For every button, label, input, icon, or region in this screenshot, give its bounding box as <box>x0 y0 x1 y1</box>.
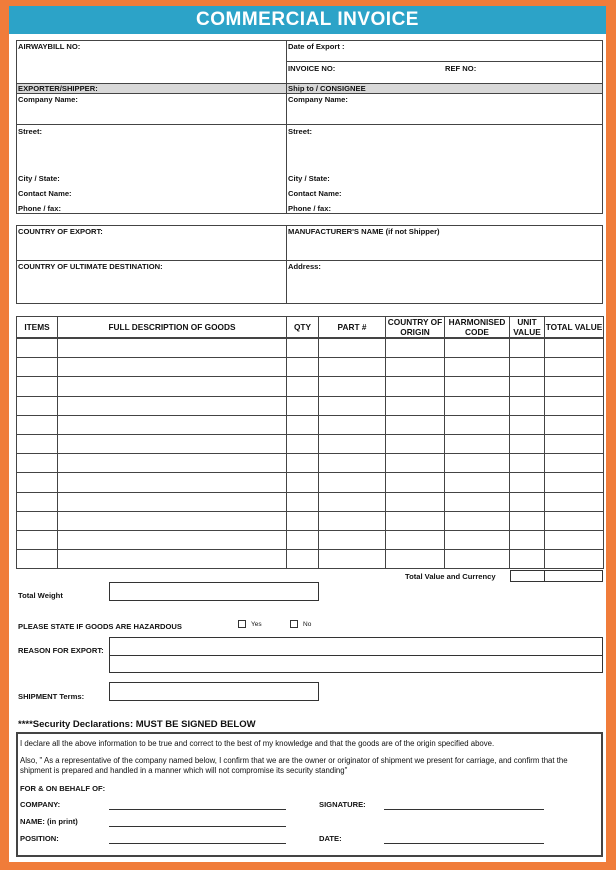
goods-cell[interactable] <box>287 550 319 569</box>
goods-cell[interactable] <box>319 454 386 473</box>
goods-cell[interactable] <box>510 530 545 549</box>
goods-cell[interactable] <box>386 358 445 377</box>
airwaybill-label: AIRWAYBILL NO: <box>18 42 81 51</box>
goods-cell[interactable] <box>287 434 319 453</box>
goods-cell[interactable] <box>545 434 604 453</box>
total-unit-cell[interactable] <box>510 570 545 582</box>
date-of-export-label: Date of Export : <box>288 42 345 51</box>
col-unit-value: UNIT VALUE <box>510 317 545 339</box>
goods-cell[interactable] <box>58 338 287 358</box>
goods-cell[interactable] <box>445 492 510 511</box>
goods-cell[interactable] <box>319 377 386 396</box>
goods-cell[interactable] <box>510 358 545 377</box>
hazard-question: PLEASE STATE IF GOODS ARE HAZARDOUS <box>18 622 182 631</box>
col-qty: QTY <box>287 317 319 339</box>
goods-cell[interactable] <box>287 396 319 415</box>
goods-cell[interactable] <box>319 550 386 569</box>
reason-export-field-1[interactable] <box>109 637 603 656</box>
goods-cell[interactable] <box>445 358 510 377</box>
ref-no-label: REF NO: <box>445 64 477 73</box>
goods-row <box>17 550 604 569</box>
col-country-origin: COUNTRY OF ORIGIN <box>386 317 445 339</box>
goods-cell[interactable] <box>319 338 386 358</box>
total-weight-field[interactable] <box>109 582 319 601</box>
goods-table <box>16 316 604 569</box>
date-line[interactable] <box>384 843 544 844</box>
goods-cell[interactable] <box>545 396 604 415</box>
goods-cell[interactable] <box>510 511 545 530</box>
goods-row <box>17 338 604 358</box>
goods-cell[interactable] <box>58 492 287 511</box>
goods-cell[interactable] <box>287 473 319 492</box>
security-declaration-heading: ****Security Declarations: MUST BE SIGNED BELOW <box>18 719 256 730</box>
goods-cell[interactable] <box>545 550 604 569</box>
exporter-contact-label: Contact Name: <box>18 189 72 198</box>
goods-cell[interactable] <box>545 358 604 377</box>
destination-label: COUNTRY OF ULTIMATE DESTINATION: <box>18 262 163 271</box>
goods-cell[interactable] <box>386 492 445 511</box>
goods-cell[interactable] <box>386 454 445 473</box>
goods-cell[interactable] <box>545 377 604 396</box>
goods-cell[interactable] <box>287 358 319 377</box>
goods-cell[interactable] <box>545 338 604 358</box>
declaration-line-2: Also, " As a representative of the company named below, I confirm that we are the owner or originator of shipment we present for carriage, and confirm that the shipment is prepared and handled in a manner which will not compromise its security standing" <box>20 756 568 775</box>
goods-cell[interactable] <box>510 473 545 492</box>
consignee-heading: Ship to / CONSIGNEE <box>288 84 366 93</box>
goods-cell[interactable] <box>17 492 58 511</box>
goods-cell[interactable] <box>17 473 58 492</box>
hazard-yes-checkbox[interactable] <box>238 620 246 628</box>
goods-cell[interactable] <box>545 454 604 473</box>
goods-row <box>17 396 604 415</box>
col-part: PART # <box>319 317 386 339</box>
goods-row <box>17 530 604 549</box>
company-label: COMPANY: <box>20 800 61 809</box>
reason-export-field-2[interactable] <box>109 655 603 673</box>
goods-cell[interactable] <box>319 396 386 415</box>
goods-cell[interactable] <box>386 377 445 396</box>
col-total-value: TOTAL VALUE <box>545 317 604 339</box>
goods-cell[interactable] <box>445 550 510 569</box>
goods-cell[interactable] <box>386 511 445 530</box>
goods-cell[interactable] <box>17 377 58 396</box>
goods-cell[interactable] <box>287 338 319 358</box>
exporter-heading: EXPORTER/SHIPPER: <box>18 84 98 93</box>
col-items: ITEMS <box>17 317 58 339</box>
goods-cell[interactable] <box>17 338 58 358</box>
goods-cell[interactable] <box>510 338 545 358</box>
goods-cell[interactable] <box>545 492 604 511</box>
goods-header-row <box>17 317 604 339</box>
consignee-contact-label: Contact Name: <box>288 189 342 198</box>
goods-cell[interactable] <box>445 396 510 415</box>
goods-cell[interactable] <box>17 530 58 549</box>
manufacturer-label: MANUFACTURER'S NAME (if not Shipper) <box>288 227 440 236</box>
shipment-terms-label: SHIPMENT Terms: <box>18 692 85 701</box>
reason-export-label: REASON FOR EXPORT: <box>18 646 104 655</box>
goods-cell[interactable] <box>17 434 58 453</box>
goods-cell[interactable] <box>386 338 445 358</box>
goods-cell[interactable] <box>58 396 287 415</box>
goods-cell[interactable] <box>445 434 510 453</box>
goods-cell[interactable] <box>58 550 287 569</box>
goods-cell[interactable] <box>17 396 58 415</box>
name-line[interactable] <box>109 826 286 827</box>
consignee-company-label: Company Name: <box>288 95 348 104</box>
goods-cell[interactable] <box>386 530 445 549</box>
goods-cell[interactable] <box>287 377 319 396</box>
consignee-city-label: City / State: <box>288 174 330 183</box>
date-label: DATE: <box>319 834 342 843</box>
goods-cell[interactable] <box>386 434 445 453</box>
goods-cell[interactable] <box>445 377 510 396</box>
signature-label: SIGNATURE: <box>319 800 366 809</box>
goods-cell[interactable] <box>58 415 287 434</box>
goods-cell[interactable] <box>510 492 545 511</box>
behalf-label: FOR & ON BEHALF OF: <box>20 784 106 793</box>
goods-row <box>17 358 604 377</box>
goods-cell[interactable] <box>510 377 545 396</box>
goods-cell[interactable] <box>386 473 445 492</box>
hazard-yes-label: Yes <box>251 621 262 628</box>
goods-cell[interactable] <box>510 415 545 434</box>
consignee-phone-label: Phone / fax: <box>288 204 332 213</box>
goods-cell[interactable] <box>319 358 386 377</box>
goods-row <box>17 415 604 434</box>
goods-cell[interactable] <box>386 550 445 569</box>
goods-cell[interactable] <box>545 473 604 492</box>
exporter-city-label: City / State: <box>18 174 60 183</box>
declaration-box <box>16 732 603 857</box>
goods-cell[interactable] <box>445 473 510 492</box>
goods-cell[interactable] <box>287 454 319 473</box>
position-line[interactable] <box>109 843 286 844</box>
page-title: COMMERCIAL INVOICE <box>9 6 606 34</box>
goods-row <box>17 434 604 453</box>
goods-cell[interactable] <box>510 396 545 415</box>
invoice-no-label: INVOICE NO: <box>288 64 336 73</box>
goods-cell[interactable] <box>58 454 287 473</box>
goods-row <box>17 511 604 530</box>
goods-cell[interactable] <box>287 492 319 511</box>
hazard-no-checkbox[interactable] <box>290 620 298 628</box>
hazard-no-label: No <box>303 621 312 628</box>
goods-cell[interactable] <box>58 434 287 453</box>
goods-cell[interactable] <box>287 415 319 434</box>
goods-cell[interactable] <box>17 550 58 569</box>
exporter-street-label: Street: <box>18 127 43 136</box>
total-value-label: Total Value and Currency <box>405 572 496 581</box>
total-value-cell[interactable] <box>544 570 603 582</box>
goods-cell[interactable] <box>445 530 510 549</box>
goods-cell[interactable] <box>386 396 445 415</box>
goods-cell[interactable] <box>319 415 386 434</box>
goods-row <box>17 473 604 492</box>
goods-cell[interactable] <box>545 415 604 434</box>
goods-row <box>17 377 604 396</box>
declaration-line-1: I declare all the above information to be true and correct to the best of my knowledge and that the goods are of the origin specified above. <box>20 739 495 748</box>
goods-cell[interactable] <box>319 473 386 492</box>
goods-cell[interactable] <box>58 530 287 549</box>
goods-cell[interactable] <box>17 454 58 473</box>
goods-cell[interactable] <box>319 530 386 549</box>
exporter-company-label: Company Name: <box>18 95 78 104</box>
goods-cell[interactable] <box>287 511 319 530</box>
exporter-phone-label: Phone / fax: <box>18 204 62 213</box>
goods-cell[interactable] <box>17 415 58 434</box>
goods-cell[interactable] <box>287 530 319 549</box>
shipment-terms-field[interactable] <box>109 682 319 701</box>
country-export-label: COUNTRY OF EXPORT: <box>18 227 103 236</box>
address-label: Address: <box>288 262 321 271</box>
invoice-page <box>9 6 606 862</box>
goods-cell[interactable] <box>510 550 545 569</box>
company-line[interactable] <box>109 809 286 810</box>
consignee-street-label: Street: <box>288 127 313 136</box>
col-harmonised-code: HARMONISED CODE <box>445 317 510 339</box>
goods-cell[interactable] <box>386 415 445 434</box>
goods-cell[interactable] <box>445 454 510 473</box>
goods-cell[interactable] <box>510 434 545 453</box>
name-print-label: NAME: (in print) <box>20 817 78 826</box>
position-label: POSITION: <box>20 834 59 843</box>
col-description: FULL DESCRIPTION OF GOODS <box>58 317 287 339</box>
goods-cell[interactable] <box>58 377 287 396</box>
goods-cell[interactable] <box>319 492 386 511</box>
goods-cell[interactable] <box>445 415 510 434</box>
goods-cell[interactable] <box>319 511 386 530</box>
goods-cell[interactable] <box>319 434 386 453</box>
goods-cell[interactable] <box>17 511 58 530</box>
goods-row <box>17 454 604 473</box>
goods-cell[interactable] <box>58 511 287 530</box>
goods-cell[interactable] <box>545 511 604 530</box>
goods-cell[interactable] <box>58 473 287 492</box>
signature-line[interactable] <box>384 809 544 810</box>
goods-cell[interactable] <box>58 358 287 377</box>
total-weight-label: Total Weight <box>18 591 63 600</box>
goods-cell[interactable] <box>445 338 510 358</box>
goods-cell[interactable] <box>445 511 510 530</box>
goods-cell[interactable] <box>17 358 58 377</box>
goods-cell[interactable] <box>510 454 545 473</box>
goods-row <box>17 492 604 511</box>
goods-cell[interactable] <box>545 530 604 549</box>
